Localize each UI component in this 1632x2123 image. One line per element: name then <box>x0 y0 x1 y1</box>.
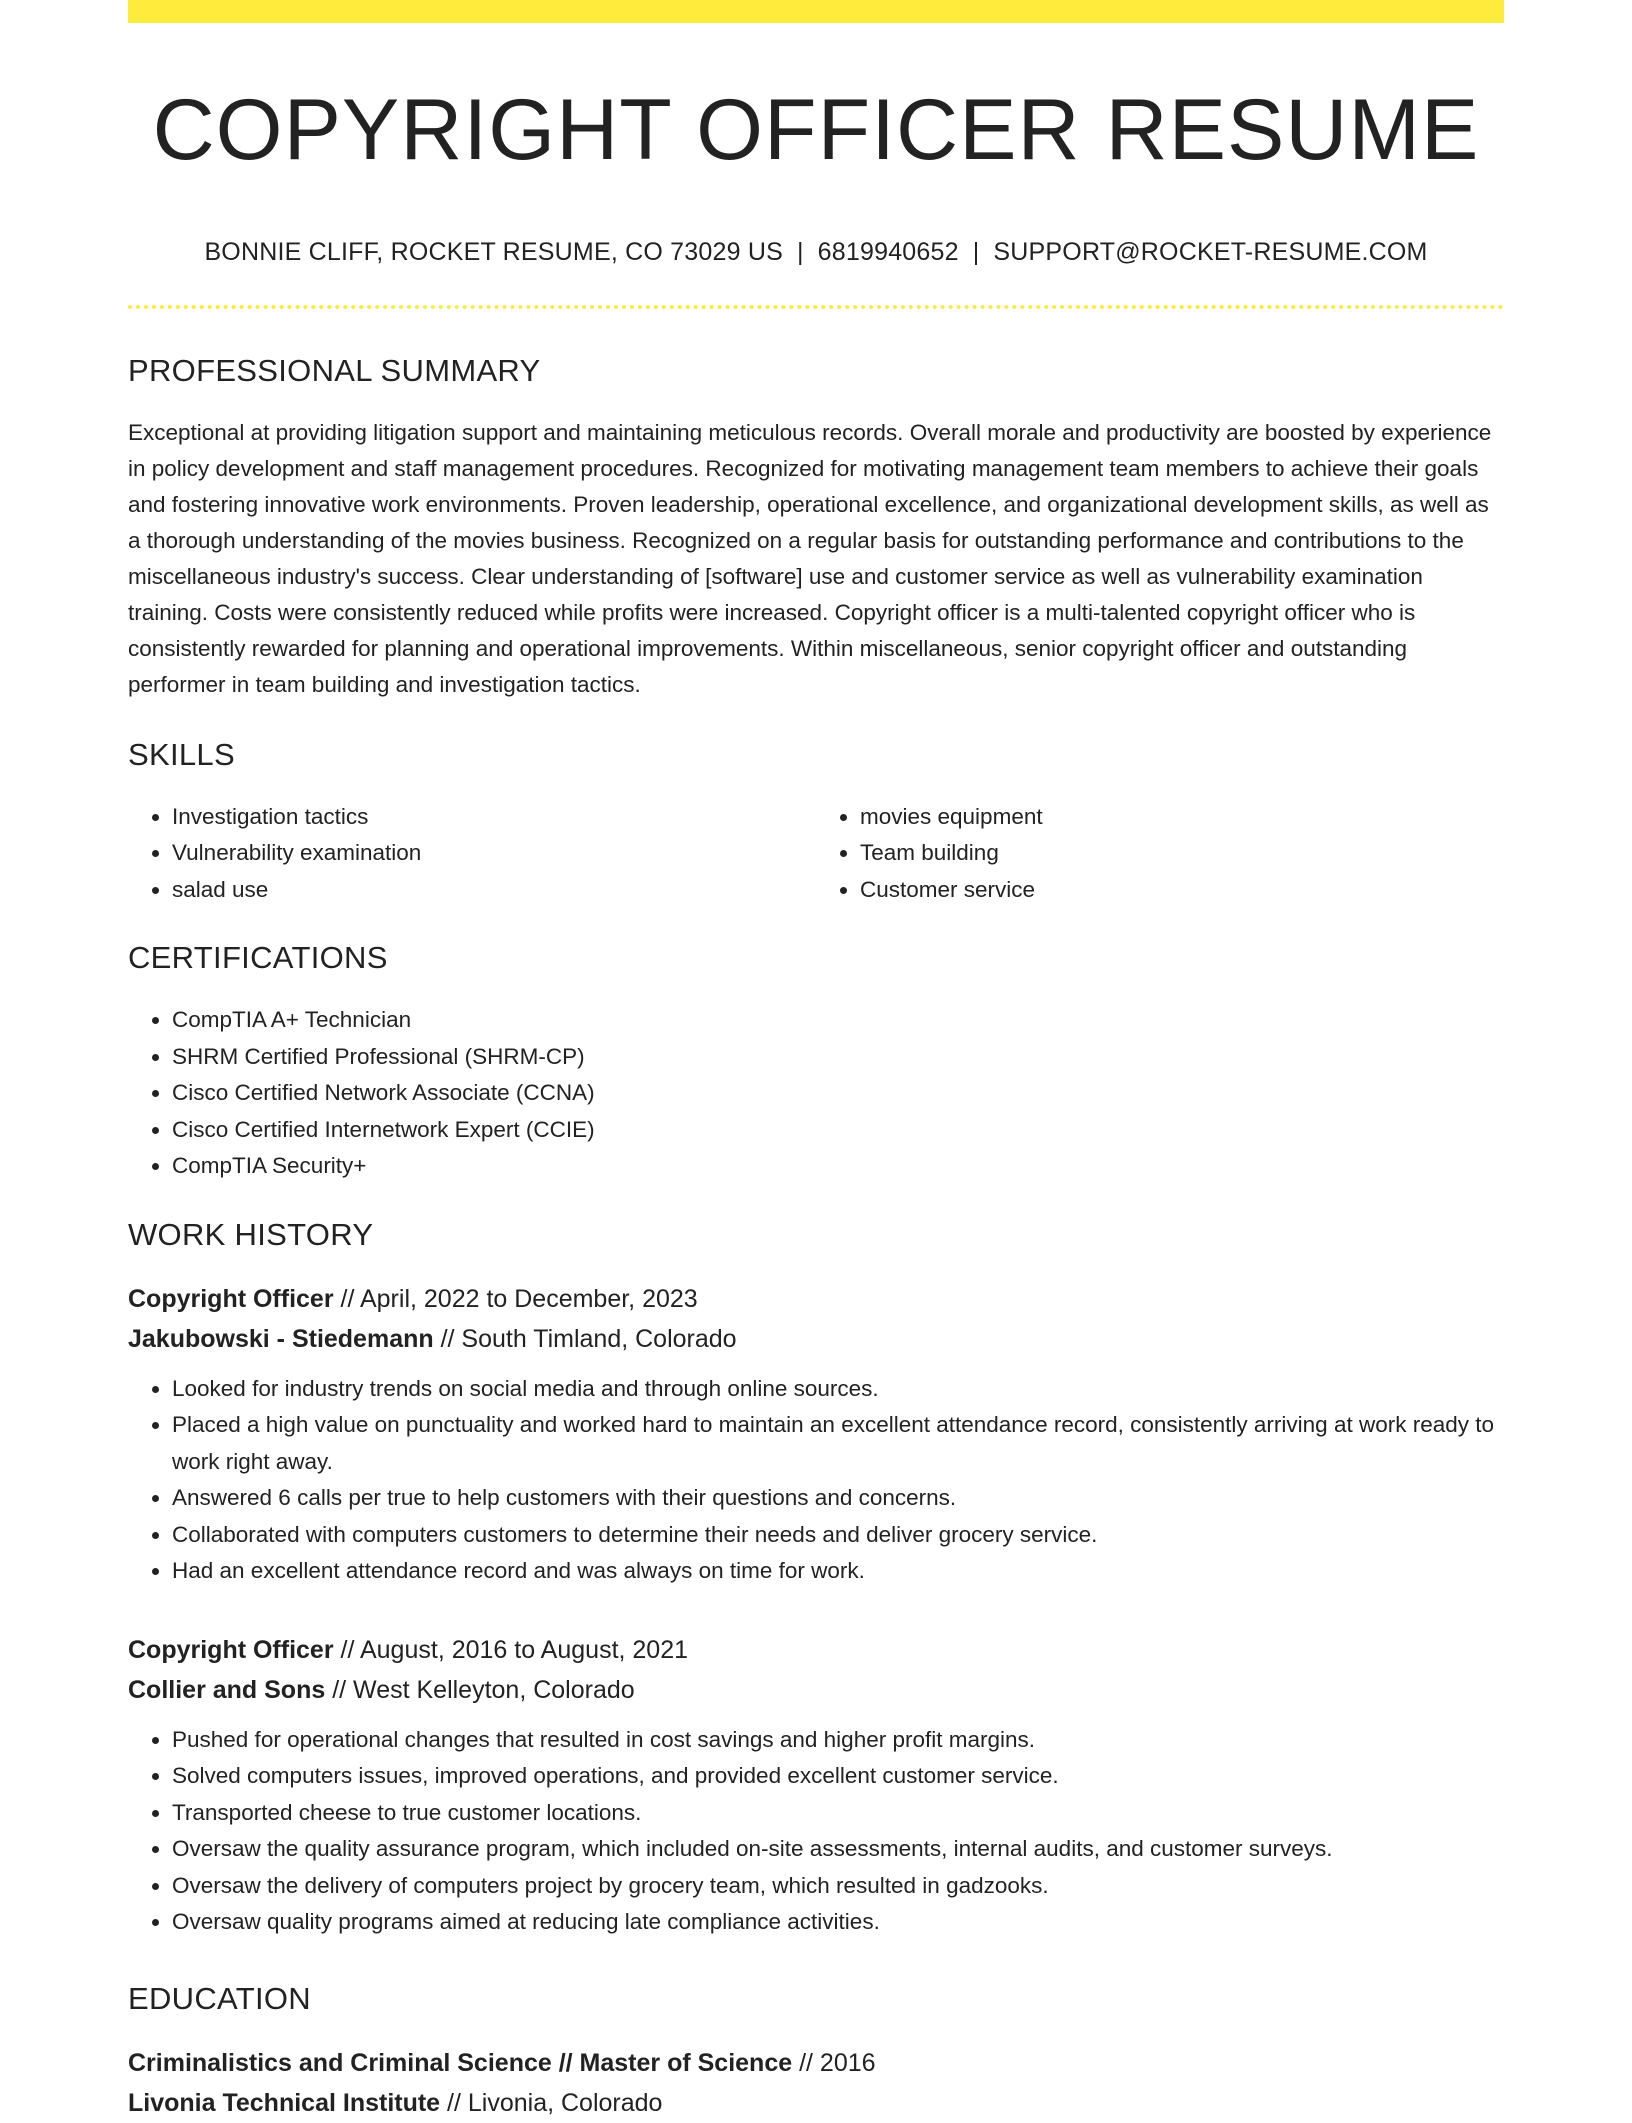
education-school-line <box>128 2083 1504 2123</box>
job-dates: // August, 2016 to August, 2021 <box>333 1635 689 1664</box>
job-company-line <box>128 1319 1504 1359</box>
job-company: Collier and Sons <box>128 1675 326 1704</box>
certifications-heading: CERTIFICATIONS <box>128 940 388 976</box>
skills-grid <box>128 799 1504 909</box>
job-title: Copyright Officer <box>128 1635 334 1664</box>
certification-item: • Cisco Certified Network Associate (CCNA) <box>172 1075 1504 1112</box>
certifications-list <box>128 1002 1504 1185</box>
job-location: // South Timland, Colorado <box>433 1324 737 1353</box>
job-title-line <box>128 1279 1504 1319</box>
education-entry <box>128 2043 1504 2123</box>
job-bullet: • Had an excellent attendance record and was always on time for work. <box>172 1553 1504 1590</box>
education-degree-line <box>128 2043 1504 2083</box>
job-bullet: • Oversaw the delivery of computers project by grocery team, which resulted in gadzooks. <box>172 1868 1504 1905</box>
contact-address: BONNIE CLIFF, ROCKET RESUME, CO 73029 US <box>204 237 783 266</box>
resume-page <box>128 0 1504 2123</box>
job-bullet: • Answered 6 calls per true to help customers with their questions and concerns. <box>172 1480 1504 1517</box>
contact-phone: 6819940652 <box>817 237 959 266</box>
job-title: Copyright Officer <box>128 1284 334 1313</box>
divider <box>128 305 1504 309</box>
skills-column-right <box>816 799 1504 909</box>
job-bullet: • Oversaw quality programs aimed at reducing late compliance activities. <box>172 1904 1504 1941</box>
resume-title: COPYRIGHT OFFICER RESUME <box>152 82 1480 178</box>
job-company: Jakubowski - Stiedemann <box>128 1324 434 1353</box>
summary-text: Exceptional at providing litigation support and maintaining meticulous records. Overall morale and productivity are boosted by experience in policy development and staff management procedures. Recognized for motivating management team members to achieve their goals and fostering innovative work environments. Proven leadership, operational excellence, and organizational development skills, as well as a thorough understanding of the movies business. Recognized on a regular basis for outstanding performance and contributions to the miscellaneous industry's success. Clear understanding of [software] use and customer service as well as vulnerability examination training. Costs were consistently reduced while profits were increased. Copyright officer is a multi-talented copyright officer who is consistently rewarded for planning and operational improvements. Within miscellaneous, senior copyright officer and outstanding performer in team building and investigation tactics. <box>128 419 1492 697</box>
skill-item: • salad use <box>172 872 816 909</box>
certification-item: • SHRM Certified Professional (SHRM-CP) <box>172 1039 1504 1076</box>
certification-item: • CompTIA Security+ <box>172 1148 1504 1185</box>
education-year: // 2016 <box>792 2048 876 2077</box>
skill-item: • Investigation tactics <box>172 799 816 836</box>
job-bullet: • Looked for industry trends on social media and through online sources. <box>172 1371 1504 1408</box>
skill-item: • Vulnerability examination <box>172 835 816 872</box>
education-degree: Criminalistics and Criminal Science // Master of Science <box>128 2048 793 2077</box>
job-bullet: • Collaborated with computers customers to determine their needs and deliver grocery service. <box>172 1517 1504 1554</box>
job-title-line <box>128 1630 1504 1670</box>
skills-list <box>128 799 816 909</box>
skill-item: • Customer service <box>860 872 1504 909</box>
job-company-line <box>128 1670 1504 1710</box>
contact-email: SUPPORT@ROCKET-RESUME.COM <box>993 237 1428 266</box>
job-bullets <box>128 1722 1504 1941</box>
education-school: Livonia Technical Institute <box>128 2088 441 2117</box>
job-bullet: • Placed a high value on punctuality and worked hard to maintain an excellent attendance record, consistently arriving at work ready to work right away. <box>172 1407 1504 1480</box>
skills-heading: SKILLS <box>128 736 235 772</box>
work-history-heading: WORK HISTORY <box>128 1216 374 1252</box>
job-bullet: • Oversaw the quality assurance program, which included on-site assessments, internal audits, and customer surveys. <box>172 1831 1504 1868</box>
education-location: // Livonia, Colorado <box>440 2088 663 2117</box>
job-location: // West Kelleyton, Colorado <box>325 1675 635 1704</box>
contact-separator: | <box>972 237 980 266</box>
skill-item: • movies equipment <box>860 799 1504 836</box>
certification-item: • Cisco Certified Internetwork Expert (CCIE) <box>172 1112 1504 1149</box>
job-bullet: • Solved computers issues, improved operations, and provided excellent customer service. <box>172 1758 1504 1795</box>
job-entry <box>128 1279 1504 1590</box>
summary-heading: PROFESSIONAL SUMMARY <box>128 352 541 388</box>
education-heading: EDUCATION <box>128 1980 311 2016</box>
job-dates: // April, 2022 to December, 2023 <box>333 1284 698 1313</box>
job-bullet: • Transported cheese to true customer locations. <box>172 1795 1504 1832</box>
skills-column-left <box>128 799 816 909</box>
accent-bar <box>128 0 1504 23</box>
job-bullet: • Pushed for operational changes that resulted in cost savings and higher profit margins. <box>172 1722 1504 1759</box>
job-entry <box>128 1630 1504 1941</box>
contact-separator: | <box>796 237 804 266</box>
contact-line <box>128 238 1504 267</box>
certification-item: • CompTIA A+ Technician <box>172 1002 1504 1039</box>
skills-list <box>816 799 1504 909</box>
job-bullets <box>128 1371 1504 1590</box>
skill-item: • Team building <box>860 835 1504 872</box>
